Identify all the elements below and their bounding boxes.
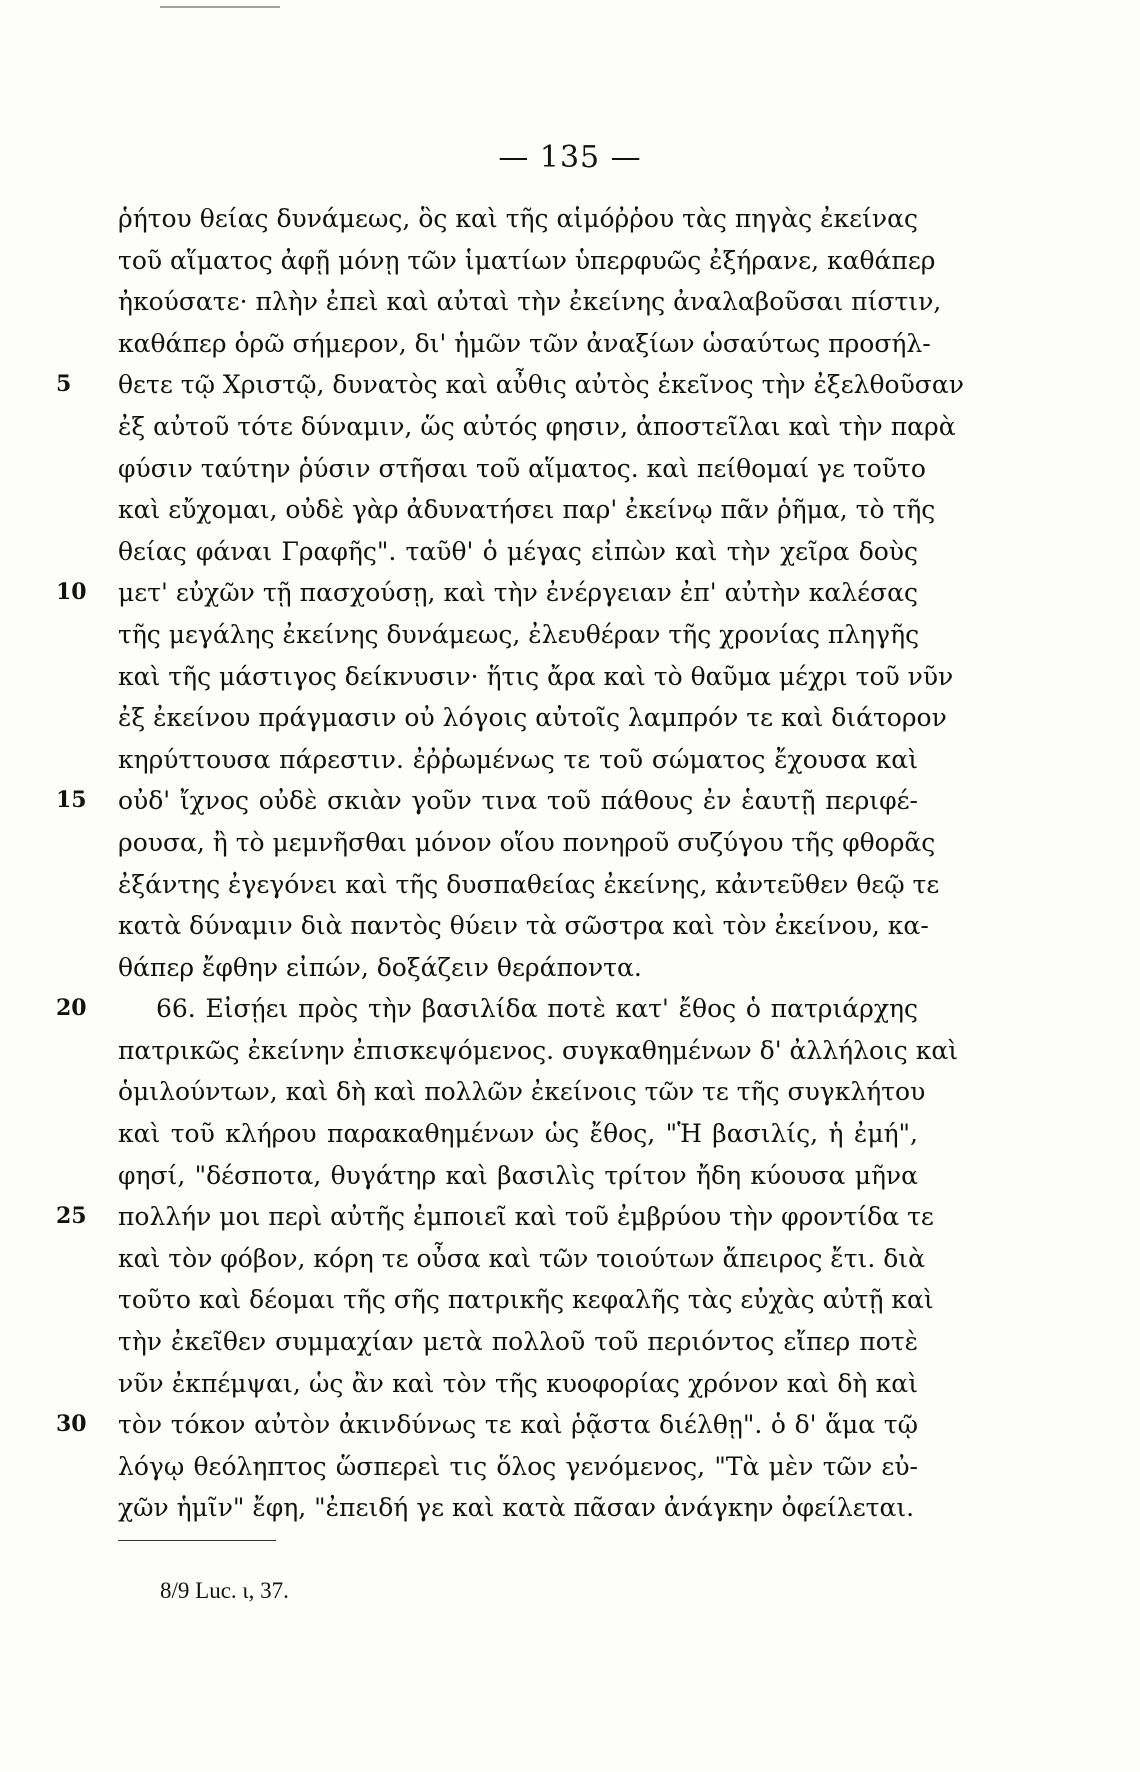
text-line (118, 406, 956, 448)
line-text: θείας φάναι Γραφῆς". ταῦθ' ὁ μέγας εἰπὼν καὶ τὴν χεῖρα δοὺς (118, 536, 918, 566)
text-line (118, 531, 918, 573)
page-number: — 135 — (498, 140, 642, 175)
line-number: 15 (56, 787, 87, 814)
line-text: μετ' εὐχῶν τῇ πασχούσῃ, καὶ τὴν ἐνέργειαν ἐπ' αὐτὴν καλέσας (118, 578, 918, 608)
text-line (118, 822, 936, 864)
line-text: καὶ εὔχομαι, οὐδὲ γὰρ ἀδυνατήσει παρ' ἐκείνῳ πᾶν ῥῆμα, τὸ τῆς (118, 495, 936, 525)
line-number: 5 (56, 371, 72, 398)
line-text: τὴν ἐκεῖθεν συμμαχίαν μετὰ πολλοῦ τοῦ περιόντος εἴπερ ποτὲ (118, 1327, 918, 1357)
text-line (118, 905, 929, 947)
text-line (118, 489, 936, 531)
line-text: κατὰ δύναμιν διὰ παντὸς θύειν τὰ σῶστρα καὶ τὸν ἐκείνου, κα- (118, 911, 929, 941)
text-line (118, 323, 931, 365)
text-line (56, 780, 918, 822)
footnote: 8/9 Luc. ι, 37. (160, 1578, 289, 1603)
line-text: τῆς μεγάλης ἐκείνης δυνάμεως, ἐλευθέραν τῆς χρονίας πληγῆς (118, 619, 920, 649)
text-line (118, 1155, 918, 1197)
text-line (118, 448, 926, 490)
text-line (56, 988, 918, 1030)
line-number: 20 (56, 995, 87, 1022)
text-line (118, 1113, 918, 1155)
text-line (56, 572, 918, 614)
text-line (118, 1446, 918, 1488)
line-text: ἐξάντης ἐγεγόνει καὶ τῆς δυσπαθείας ἐκείνης, κἀντεῦθεν θεῷ τε (118, 869, 940, 899)
line-text: ἐξ αὐτοῦ τότε δύναμιν, ὥς αὐτός φησιν, ἀποστεῖλαι καὶ τὴν παρὰ (118, 411, 956, 441)
line-text: κηρύττουσα πάρεστιν. ἐῤῥωμένως τε τοῦ σώματος ἔχουσα καὶ (118, 744, 918, 774)
line-text: χῶν ἡμῖν" ἔφη, "ἐπειδή γε καὶ κατὰ πᾶσαν ἀνάγκην ὀφείλεται. (118, 1493, 915, 1523)
line-text: ὁμιλούντων, καὶ δὴ καὶ πολλῶν ἐκείνοις τῶν τε τῆς συγκλήτου (118, 1077, 926, 1107)
scan-artifact (160, 6, 280, 8)
text-line (118, 1279, 934, 1321)
text-line (118, 656, 954, 698)
text-line (56, 1196, 934, 1238)
text-line (118, 1071, 926, 1113)
line-text: ἐξ ἐκείνου πράγμασιν οὐ λόγοις αὐτοῖς λαμπρόν τε καὶ διάτορον (118, 703, 947, 733)
line-text: θάπερ ἔφθην εἰπών, δοξάζειν θεράποντα. (118, 952, 642, 982)
line-text: νῦν ἐκπέμψαι, ὡς ἂν καὶ τὸν τῆς κυοφορίας χρόνον καὶ δὴ καὶ (118, 1368, 918, 1398)
line-text: πολλήν μοι περὶ αὐτῆς ἐμποιεῖ καὶ τοῦ ἐμβρύου τὴν φροντίδα τε (118, 1202, 934, 1232)
text-line (118, 1321, 918, 1363)
text-line (118, 864, 940, 906)
text-line (118, 240, 936, 282)
line-text: πατρικῶς ἐκείνην ἐπισκεψόμενος. συγκαθημένων δ' ἀλλήλοις καὶ (118, 1035, 959, 1065)
line-text: θετε τῷ Χριστῷ, δυνατὸς καὶ αὖθις αὐτὸς ἐκεῖνος τὴν ἐξελθοῦσαν (118, 370, 964, 400)
text-line (118, 1487, 918, 1529)
line-text: καὶ τοῦ κλήρου παρακαθημένων ὡς ἔθος, "Ἡ βασιλίς, ἡ ἐμή", (118, 1119, 918, 1149)
line-text: ῥήτου θείας δυνάμεως, ὃς καὶ τῆς αἱμόῤῥου τὰς πηγὰς ἐκείνας (118, 204, 918, 233)
line-text: ἠκούσατε· πλὴν ἐπεὶ καὶ αὐταὶ τὴν ἐκείνης ἀναλαβοῦσαι πίστιν, (118, 287, 942, 317)
line-number: 10 (56, 579, 87, 606)
line-text: 66. Εἰσῄει πρὸς τὴν βασιλίδα ποτὲ κατ' ἔθος ὁ πατριάρχης (156, 994, 918, 1024)
line-text: καὶ τὸν φόβον, κόρη τε οὖσα καὶ τῶν τοιούτων ἄπειρος ἔτι. διὰ (118, 1243, 925, 1273)
text-line (118, 947, 918, 989)
text-line (118, 281, 942, 323)
footnote-divider (118, 1540, 276, 1541)
line-text: ρουσα, ἢ τὸ μεμνῆσθαι μόνον οἵου πονηροῦ συζύγου τῆς φθορᾶς (118, 827, 936, 857)
text-line (118, 1363, 918, 1405)
text-line (118, 198, 918, 240)
text-line (118, 614, 918, 656)
text-line (118, 1238, 925, 1280)
text-line (56, 364, 964, 406)
text-line (118, 697, 947, 739)
line-text: οὐδ' ἴχνος οὐδὲ σκιὰν γοῦν τινα τοῦ πάθους ἐν ἑαυτῇ περιφέ- (118, 786, 918, 816)
line-text: τὸν τόκον αὐτὸν ἀκινδύνως τε καὶ ῥᾷστα διέλθῃ". ὁ δ' ἅμα τῷ (118, 1410, 918, 1440)
body-text (56, 198, 964, 1529)
line-number: 25 (56, 1203, 87, 1230)
line-text: καθάπερ ὁρῶ σήμερον, δι' ἡμῶν τῶν ἀναξίων ὡσαύτως προσήλ- (118, 328, 931, 358)
line-text: τοῦτο καὶ δέομαι τῆς σῆς πατρικῆς κεφαλῆς τὰς εὐχὰς αὐτῇ καὶ (118, 1285, 934, 1315)
line-text: λόγῳ θεόληπτος ὥσπερεὶ τις ὅλος γενόμενος, "Τὰ μὲν τῶν εὐ- (118, 1451, 918, 1481)
text-line (56, 1404, 918, 1446)
text-line (118, 1030, 959, 1072)
line-text: φησί, "δέσποτα, θυγάτηρ καὶ βασιλὶς τρίτον ἤδη κύουσα μῆνα (118, 1160, 918, 1190)
line-number: 30 (56, 1411, 87, 1438)
line-text: φύσιν ταύτην ῥύσιν στῆσαι τοῦ αἵματος. καὶ πείθομαί γε τοῦτο (118, 453, 926, 483)
line-text: τοῦ αἵματος ἀφῇ μόνῃ τῶν ἱματίων ὑπερφυῶς ἐξήρανε, καθάπερ (118, 245, 936, 275)
text-line (118, 739, 918, 781)
line-text: καὶ τῆς μάστιγος δείκνυσιν· ἥτις ἄρα καὶ τὸ θαῦμα μέχρι τοῦ νῦν (118, 661, 954, 691)
